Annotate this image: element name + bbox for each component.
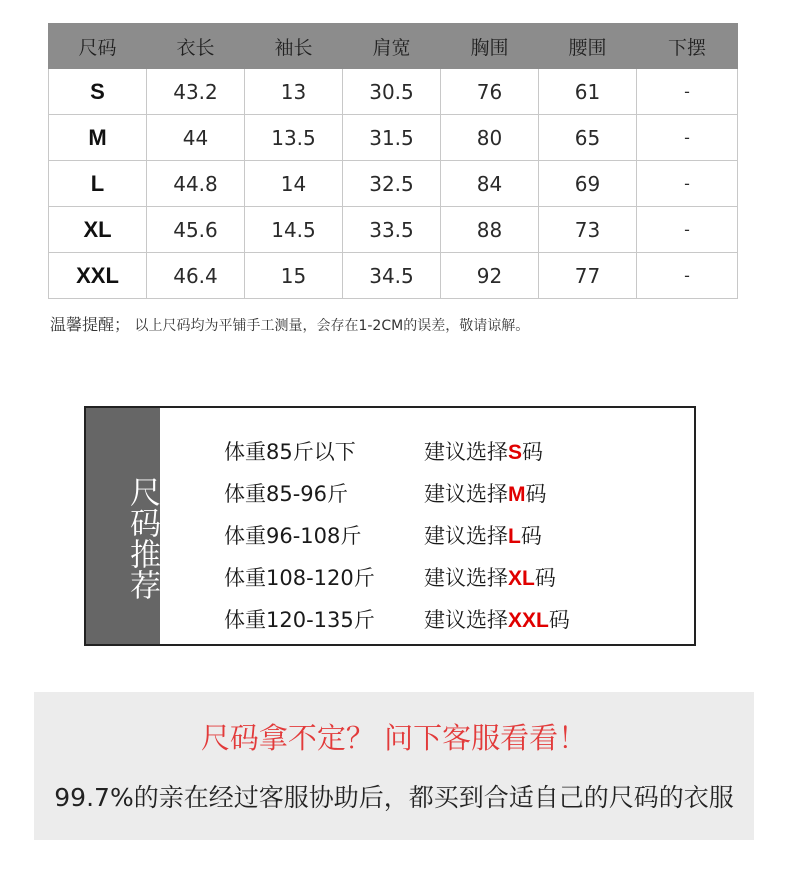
weight-range: 体重85-96斤 — [224, 482, 349, 506]
size-label: XXL — [49, 253, 147, 299]
advice-prefix: 建议选择 — [424, 440, 508, 464]
table-cell: 13.5 — [245, 115, 343, 161]
table-cell: - — [637, 161, 738, 207]
table-cell: 32.5 — [343, 161, 441, 207]
size-label: XL — [49, 207, 147, 253]
table-row — [49, 253, 738, 299]
table-cell: 44 — [147, 115, 245, 161]
table-row — [49, 69, 738, 115]
table-row — [49, 115, 738, 161]
table-cell: 77 — [539, 253, 637, 299]
size-advice — [424, 562, 556, 592]
table-cell: 45.6 — [147, 207, 245, 253]
size-advice — [424, 478, 547, 508]
table-cell: 13 — [245, 69, 343, 115]
recommendation-side-panel — [86, 408, 160, 644]
table-cell: 92 — [441, 253, 539, 299]
table-cell: 76 — [441, 69, 539, 115]
advice-suffix: 码 — [548, 608, 570, 632]
table-cell: 33.5 — [343, 207, 441, 253]
advice-prefix: 建议选择 — [424, 566, 508, 590]
size-advice — [424, 604, 570, 634]
table-cell: 80 — [441, 115, 539, 161]
customer-service-banner — [34, 692, 754, 840]
header-chest: 胸围 — [441, 24, 539, 69]
note-title: 温馨提醒； — [50, 315, 131, 334]
table-cell: 14 — [245, 161, 343, 207]
table-cell: 84 — [441, 161, 539, 207]
table-cell: 31.5 — [343, 115, 441, 161]
table-cell: 44.8 — [147, 161, 245, 207]
weight-range: 体重108-120斤 — [224, 566, 375, 590]
size-table-header-row — [49, 24, 738, 69]
table-cell: - — [637, 115, 738, 161]
recommended-size: S — [508, 441, 523, 464]
note-text: 以上尺码均为平铺手工测量，会存在1-2CM的误差，敬请谅解。 — [134, 318, 530, 334]
table-cell: 34.5 — [343, 253, 441, 299]
header-size: 尺码 — [49, 24, 147, 69]
table-cell: 43.2 — [147, 69, 245, 115]
table-row — [49, 207, 738, 253]
table-cell: 69 — [539, 161, 637, 207]
recommended-size: XXL — [508, 609, 549, 632]
recommended-size: XL — [508, 567, 535, 590]
table-cell: 14.5 — [245, 207, 343, 253]
table-cell: 73 — [539, 207, 637, 253]
table-cell: - — [637, 69, 738, 115]
header-hem: 下摆 — [637, 24, 738, 69]
size-recommendation-box — [84, 406, 696, 646]
recommendation-side-label: 尺码推荐 — [124, 476, 160, 600]
header-waist: 腰围 — [539, 24, 637, 69]
recommended-size: L — [508, 525, 521, 548]
measurement-note — [50, 312, 529, 335]
table-cell: 30.5 — [343, 69, 441, 115]
size-advice — [424, 436, 543, 466]
advice-suffix: 码 — [525, 482, 547, 506]
table-cell: 46.4 — [147, 253, 245, 299]
banner-title: 尺码拿不定？ 问下客服看看！ — [200, 721, 588, 755]
recommended-size: M — [508, 483, 526, 506]
table-row — [49, 161, 738, 207]
header-shoulder: 肩宽 — [343, 24, 441, 69]
table-cell: 15 — [245, 253, 343, 299]
weight-range: 体重85斤以下 — [224, 440, 356, 464]
table-cell: - — [637, 207, 738, 253]
size-table — [48, 23, 738, 299]
table-cell: 88 — [441, 207, 539, 253]
advice-prefix: 建议选择 — [424, 608, 508, 632]
advice-suffix: 码 — [520, 524, 542, 548]
advice-suffix: 码 — [534, 566, 556, 590]
weight-range: 体重96-108斤 — [224, 524, 362, 548]
header-sleeve: 袖长 — [245, 24, 343, 69]
weight-range: 体重120-135斤 — [224, 608, 375, 632]
advice-prefix: 建议选择 — [424, 524, 508, 548]
size-label: L — [49, 161, 147, 207]
banner-subtitle: 99.7%的亲在经过客服协助后，都买到合适自己的尺码的衣服 — [54, 783, 734, 812]
table-cell: 65 — [539, 115, 637, 161]
size-label: S — [49, 69, 147, 115]
table-cell: 61 — [539, 69, 637, 115]
advice-suffix: 码 — [522, 440, 544, 464]
size-label: M — [49, 115, 147, 161]
header-length: 衣长 — [147, 24, 245, 69]
size-advice — [424, 520, 542, 550]
advice-prefix: 建议选择 — [424, 482, 508, 506]
table-cell: - — [637, 253, 738, 299]
